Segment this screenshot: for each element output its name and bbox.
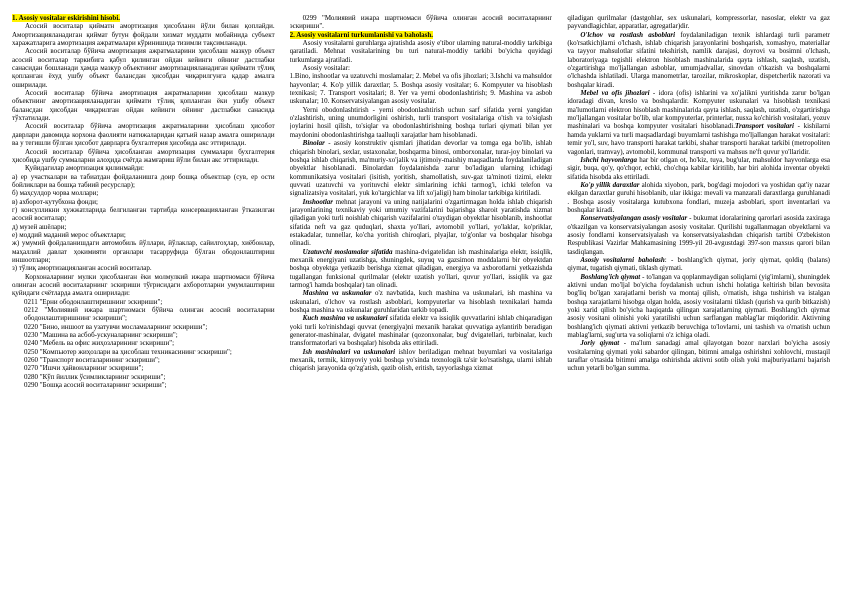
paragraph: Yerni obodonlashtirish - yerni obodonlashtirish uchun sarf sifatida yerni yangidan o'zlashtirish, uning unumdorligini oshirish, turli transport vositalariga o'tish va to'siqlash joylarini hosil qilish, to'siqlar va obodonlashtirishning boshqa turlari qiymati bilan yer maydonini obodonlashtirishga taalluqli xarajatlar ham hisoblanadi. (289, 105, 553, 139)
term-lead: Inshootlar (302, 197, 334, 206)
highlighted-heading: 2. Asosiy vositalarni turkumlanishi va baholash. (289, 30, 434, 39)
account-item: 0270 "Ишчи ҳайвонларнинг эскириши"; (24, 364, 144, 373)
term-lead: O'lchov va rostlash asboblari (580, 30, 676, 39)
paragraph: Асосий воситалар бўйича амортизация ажратмаларини ҳисоблаш ҳисобот даврлари давомида корхона фаолияти натижаларидан қатъий назар амалга оширилади ва у тегишли бўлган ҳисобот даврларга бухгалтерия ҳисобида акс эттирилади. (12, 122, 275, 148)
account-item: 0212 "Молиявий ижара шартномаси бўйича олинган асосий воситаларни ободонлаштиришнинг эскириши"; (24, 306, 275, 323)
term-body: alohida xiyobon, park, bog'dagi mojodori va yoshidan qat'iy nazar ekilgan daraxtlar guruhi hisoblanib, ular ikkiga: mevali va manzarali daraxtlarga guruhlanadi . Boshqa asosiy vositalarga kutubxona fondlari, muzeja asboblari, sport inventarlari va boshqalar kiradi. (567, 180, 831, 214)
paragraph: 1.Bino, inshootlar va uzatuvchi moslamalar; 2. Mebel va ofis jihozlari; 3.Ishchi va mahsuldor hayvonlar; 4. Ko'p yillik daraxtlar; 5. Boshqa asosiy vositalar; 6. Kompyuter va hisoblash texnikasi; 7. Transport vositalari; 8. Yer va yerni obodonlashtirish; 9. Mashina va asbob uskunalar; 10. Konservatsiyalangan asosiy vositalar. (289, 72, 553, 106)
term-lead: Kuch mashina va uskunalari (302, 314, 388, 323)
paragraph: Асосий воситалар бўйича амортизация ажратмаларини ҳисоблаш мазкур объект асосий воситалар таркибига қабул қилинган ойдан кейинги ойнинг дастлабки санасидан бошланади ҳамда мазкур объектнинг амортизацияланадиган қиймати тўлиқ қопланган ёхуд ушбу объект балансдан ҳисобдан чиқарилгунга қадар амалга оширилади. (12, 47, 275, 89)
section-heading-1 (12, 14, 275, 22)
term-lead: Ish mashinalari va uskunalari (302, 347, 396, 356)
paragraph (567, 89, 830, 156)
term-body: foydalaniladigan texnik ishlardagi turli parametr (ko'rsatkich)larni o'lchash, ishlab chiqarish jarayonlarini boshqarish, xomashyo, materiallar va tayyor mahsulotlar sifatini tekshirish, namlik darajasi, doyrovi va bosimni o'lchash, laboratoriyaga tegishli elektron hisoblash mashinalarida qayta ishlash, saqlash, uzatish, o'zgartirishga mo'ljallangan asboblar, umumjadvallar, sinovdan o'tkazish va boshqalarni o'lchashda ishlatiladi. Ularga manometrlar, tarozilar, mikroskoplar, dispetcherlik nazorati va boshqalar kiradi. (567, 30, 831, 89)
term-body: sifatida elektr va issiqlik quvvatlarini ishlab chiqaradigan yoki turli ko'rinishdagi quvvat (energiya)ni mexanik harakat quvvatiga aylantirib beradigan generator-mashinalar, dvigatel mashinalar (qozonxonalar, bug' dvigatellari, turbinalar, kuch transformatorlari va boshqalar) hisobda aks ettiriladi. (289, 314, 553, 348)
account-item: 0260 "Транспорт воситаларининг эскириши"; (24, 356, 160, 365)
term-body: - idora (ofis) ishlarini va xo'jalikni yuritishda zarur bo'lgan idoradagi divan, kreslо va boshqalardir. Kompyuter uskunalari va hisoblash texnikasi ma'lumotlarni elektron hisoblash mashinalarida qayta ishlash, saqlash, uzatish, o'zgartirishga mo'ljallangan vositalar bo'lib, ular kompyuterlar, printerlar, nusxa ko'chirish vositalari, yozuv mashinalari va boshqa kompyuter vositalari hisoblanadi. (567, 89, 831, 131)
paragraph (290, 289, 553, 314)
paragraph (290, 139, 553, 197)
term-lead: Asosiy vositalarni baholash (580, 255, 665, 264)
paragraph (567, 156, 830, 181)
highlighted-heading: 1. Asosiy vositalar eskirishini hisobi. (12, 14, 121, 22)
list-item: в) ахборот-кутубхона фонди; (12, 197, 98, 206)
paragraph: 0299 "Молиявий ижара шартномаси бўйича олинган асосий воситаларнинг эскириши". (289, 14, 553, 31)
column-1 (12, 14, 275, 588)
term-lead: Mebel va ofis jihozlari (580, 89, 650, 98)
term-lead: Transport vositalari (734, 122, 794, 131)
paragraph: Asosiy vositalar: (302, 64, 350, 73)
column-3 (567, 14, 830, 588)
term-body: - asosiy konstruktiv qismlari jihatidan devorlar va tomga ega bo'lib, ishlab chiqarish binolari, sexlar, ustaxonalar, boshqarma binosi, omborxonalar, turar-joy binolari va boshqa ishlab chiqarish, ma'muriy-xo'jalik va ijtimoiy-maishiy maqsadlarda foydalaniladigan obyektlar hisoblanadi. Binolardan foydalanishda zarur bo'ladigan ularning ichidagi kommunikatsiya vositalari (isitish, yoritish, shamollatish, suv-gaz ta'minoti tizimi, elektr quvvati uzatuvchi va yorituvchi elektr simlarining ichki tarmog'i, ichki telefon va signalizatsiya vositalari, yuk ko'targichlar va lift xo'jaligi) ham binolar tarkibiga kiritiladi. (289, 139, 553, 198)
paragraph (290, 248, 553, 290)
list-item: б) маҳсулдор чорва моллари; (12, 189, 99, 198)
term-body: har bir otlgan ot, ho'kiz, tuya, bug'ular, mahsuldor hayvonlarga esa sigir, buqa, qo'y, qo'chqor, echki, cho'chqa kabilar kiritilib, har biri alohida inventar obyekti sifatida hisobda aks ettiriladi. (567, 155, 831, 181)
paragraph: Асосий воситалар бўйича ҳисобланган амортизация суммалари бухгалтерия ҳисобида ушбу суммаларни алоҳида счётда жамғариш йўли билан акс эттирилади. (12, 147, 275, 164)
term-body: o'z navbatida, kuch mashina va uskunalari, ish mashina va uskunalari, o'lchov va rostlash asboblari, kompyuterlar va hisoblash texnikalari hamda boshqa mashina va uskunalar guruhlaridan tarkib topadi. (289, 289, 553, 315)
column-2 (290, 14, 553, 588)
list-item: з) тўлиқ амортизацияланган асосий воситалар. (12, 264, 152, 273)
list-item: ж) умумий фойдаланишдаги автомобиль йўллари, йўлаклар, сайилгоҳлар, хиёбонлар, маҳаллий давлат ҳокимияти органлари тасарруфида бўлган ободонлаштириш иншоотлари; (12, 239, 275, 264)
account-item: 0250 "Компьютер жиҳозлари ва ҳисоблаш техникасининг эскириши"; (24, 347, 232, 356)
paragraph (567, 273, 830, 340)
term-body: - bukumat idoralarining qarorlari asosida zaxiraga o'tkazilgan va konservatsiyalangan asosiy vositalar. Qurilishi tugallanmagan obyektlarni va asosiy fondlarni konservatsiyalash va konservatsiyalashdan chiqarish tartibi O'zbekiston Respublikasi Vazirlar Mahkamasining 1999-yil 20-avgustdagi 397-son maxsus qarori bilan tasdiqlangan. (567, 214, 831, 256)
term-lead: Binolar (302, 139, 325, 148)
account-item: 0290 "Бошқа асосий воситаларнинг эскириши"; (24, 381, 167, 390)
term-lead: Konservatsiyalangan asosiy vositalar (580, 214, 688, 223)
term-lead: Ishchi hayvonlarga (580, 155, 638, 164)
paragraph: qiladigan qurilmalar (dastgohlar, sex uskunalari, kompressorlar, nasoslar, elektr va gaz payvandlagichlar, apparatlar, agregatlar)dir. (567, 14, 831, 31)
paragraph: Асосий воситалар қийматн амортизация ҳисобланн йўли билан қоплайди. Амортизацияланадиган қиймат бутун фойдали хизмат муддати мобайнида субъект харажатларига амортизация ажратмалари кўринишида тизимли тақсимланади. (12, 22, 275, 48)
term-lead: Ko'p yillik daraxtlar (580, 180, 640, 189)
account-item: 0280 "Кўп йиллик ўсимликларнинг эскириши"; (24, 372, 166, 381)
term-body: ishlov beriladigan mehnat buyumlari va vositalariga mexanik, termik, kimyoviy yoki boshqa yo'sinda texnologik ta'sir ko'rsatishga, ularni ishlab chiqarish jarayonida qo'zg'atish, qazib olish, eritish, tayyorlashga xizmat (289, 347, 553, 373)
paragraph (290, 198, 553, 248)
paragraph: Asosiy vositalarni guruhlarga ajratishda asosiy e'tibor ularning natural-moddiy tarkibiga qaratiladi. Mehnat vositalarining bu turi natural-moddiy tarkibi bo'yicha quyidagi turkumlarga ajratiladi. (289, 39, 553, 64)
section-heading-2 (290, 31, 553, 39)
account-item: 0220 "Бино, иншоот ва узатувчи мосламаларнинг эскириши"; (24, 322, 208, 331)
term-body: - kishilarni hamda yuklarni va turli maqsadlardagi buyumlarni tashishga mo'ljallangan harakat vositalari: temir yo'l, suv, havo transporti harakat tarkibi, shahar transporti harakat tarkibi (metropoliten vagonlari, tramvay), avtomobil, kommunal transporti va mahsus ne'ft quvur yo'llaridir. (567, 122, 831, 156)
term-lead: Uzatuvchi moslamalar sifatida (302, 247, 393, 256)
paragraph (567, 214, 830, 256)
paragraph (290, 348, 553, 373)
list-item: а) ер участкалари ва табиатдан фойдаланишга доир бошқа объектлар (сув, ер ости бойликлари ва бошқа табиий ресурслар); (12, 172, 275, 189)
term-body: - to'langan va qoplanmaydigan soliqlarni (yig'imlarni), shuningdek aktivni undan mo'ljal bo'yicha foydalanish uchun ishchi holatiga keltirish bilan bevosita bog'liq bo'lgan xarajatlarni berish va montaj qilish, o'rnatish, ishga tushirish va istalgan boshqa xarajatlarni hisobga olgan holda, asosiy vositalarni tiklash (qurish va qurib bitkazish) yoki xarid qilish bo'yicha haqiqatda qilingan xarajatlarning qiymati. Boshlang'ich qiymat asosiy vositani olinishi yoki yaratilishi uchun sarflangan mablag'lar miqdoridir. Aktivning boshlang'ich qiymati aktivni yetkazib beruvchiga to'lovlarni, uni tashish va o'rnatish uchun mablag'larni, sug'urta va soliqlarni o'z ichiga oladi. (567, 272, 831, 340)
term-lead: Mashina va uskunalar (302, 289, 372, 298)
term-body: mashina-dvigatelidan ish mashinalariga elektr, issiqlik, mexanik energiyani uzatishga, shuningdek, suyuq va gazsimon moddalarni bir obyektdan boshqa obyektga yetkazib berishga xizmat qiladigan, energiya va axborotlarni yetkazishda tugallangan funksional qurilmalar (elektr uzatish yo'llari, quvur yo'llari, issiqlik va gaz tarmog'i hamda boshqalar) tan olinadi. (289, 247, 553, 289)
account-item: 0230 "Машина ва асбоб-ускуналарнинг эскириши"; (24, 331, 178, 340)
paragraph: Қуйидагилар амортизация қилинмайди: (25, 164, 144, 173)
paragraph (567, 181, 830, 214)
term-body: : - boshlang'ich qiymat, joriy qiymat, qoldiq (balans) qiymat, tugatish qiymati, tiklash qiymati. (567, 255, 831, 273)
term-body: mehnat jarayoni va uning natijalarini o'zgartirmagan holda ishlab chiqarish jarayonlarining texnikaviy yoki umumiy vazifalarini bajarishga sharoit yaratishda xizmat qiladigan yoki turli noishlab chiqarish vazifalarini o'taydigan obyektlar hisoblanib, inshootlar sifatida neft va gaz quduqlari, shaxta yo'llari, avtomobil yo'llari, yo'laklar, ko'priklar, estakadalar, tunnellar, ko'cha yoritish chiroqlari, plyajlar, to'g'onlar va boshqalar hisobga olinadi. (289, 197, 553, 248)
account-item: 0211 "Ерни ободонлаштиришнинг эскириши"; (24, 297, 163, 306)
paragraph (290, 314, 553, 347)
term-lead: Boshlang'ich qiymat (580, 272, 641, 281)
paragraph (567, 256, 830, 273)
paragraph (567, 31, 830, 89)
term-lead: Joriy qiymat (580, 339, 620, 348)
list-item: г) консулликни хужжатларида белгиланган тартибда консервацияланган ўтказилган асосий воситалар; (12, 205, 275, 223)
paragraph (567, 339, 830, 372)
account-item: 0240 "Мебель ва офис жиҳозларининг эскириши"; (24, 339, 175, 348)
paragraph: Асосий воситалар бўйича амортизация ажратмаларини ҳисоблаш мазкур объектнинг амортизацияланадиган қиймати тўлиқ қопланган ёки ушбу объект балансдан ҳисобдан чиқарилган ойдан кейинги ойнинг дастлабки санасида тўхтатилади. (12, 89, 275, 123)
list-item: д) музей ашёлари; (12, 222, 67, 231)
term-body: - ma'lum sanadagi amal qilayotgan bozor narxlari bo'yicha asosiy vositalarning qiymati yoki sabardor qilingan, bitimni amalga oshirishni xohlovchi, mustaqil taraflar o'rtasida bitimni amalga oshirishda aktivni sotib olish yoki majburiyatlarni bajarish uchun yetarli bo'lgan summa. (567, 339, 831, 373)
list-item: е) мoддий маданий мерос объектлари; (12, 230, 126, 239)
paragraph: Корхоналарнинг мулки ҳисобланган ёки молмулкий ижара шартномаси бўйича олинган асосий воситаларнинг эскириши тўғрисидаги ахборотларни умумлаштириш қуйидаги счётларда амалга оширилади: (12, 272, 275, 298)
